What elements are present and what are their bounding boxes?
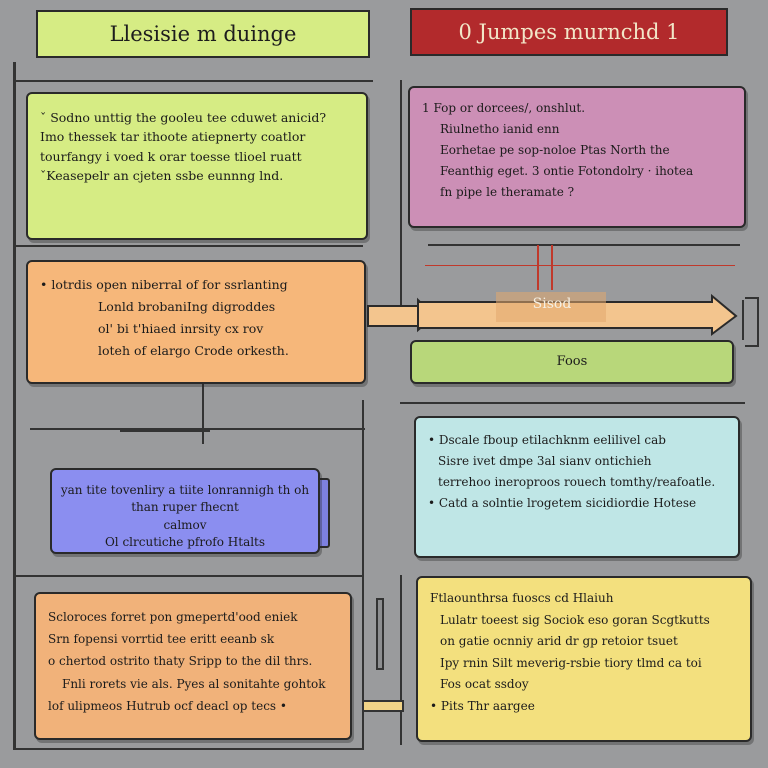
yellow-line-1: Ftlaounthrsa fuoscs cd Hlaiuh bbox=[430, 591, 614, 605]
magenta-line-2: Riulnetho ianid enn bbox=[440, 122, 560, 136]
yellow-line-6: • Pits Thr aargee bbox=[430, 698, 535, 713]
green-top-line-1: ˇ Sodno unttig the gooleu tee cduwet anicid? bbox=[40, 110, 327, 125]
cyan-mid-box bbox=[414, 416, 740, 558]
yellow-line-5: Fos ocat ssdoy bbox=[440, 677, 529, 692]
yellow-bottom-box bbox=[416, 576, 752, 742]
blue-line-2: than ruper fhecnt bbox=[131, 500, 239, 515]
blue-line-1: yan tite tovenliry a tiite lonrannigh th oh bbox=[60, 483, 310, 497]
orange-line-1: • lotrdis open niberral of for ssrlanting bbox=[40, 277, 288, 292]
blue-line-3: calmov bbox=[163, 517, 207, 532]
peach-line-1: Scloroces forret pon gmepertd'ood eniek bbox=[48, 610, 298, 624]
blue-line-4: Ol clrcutiche pfrofo Htalts bbox=[104, 535, 266, 550]
orange-line-2: Lonld brobaniIng digroddes bbox=[98, 298, 276, 314]
yellow-line-3: on gatie ocnniy arid dr gp retoior tsuet bbox=[440, 634, 678, 649]
green-small-box bbox=[410, 340, 734, 384]
peach-line-3: o chertod ostrito thaty Sripp to the dil thrs. bbox=[48, 654, 313, 669]
orange-line-3: ol' bi t'hiaed inrsity cx rov bbox=[98, 320, 264, 336]
arrow-label-text: Sisod bbox=[532, 296, 572, 312]
yellow-line-2: Lulatr toeest sig Sociok eso goran Scgtkutts bbox=[440, 612, 710, 627]
cyan-line-2: Sisre ivet dmpe 3al sianv ontichieh bbox=[438, 454, 652, 468]
bracket-right bbox=[745, 298, 758, 346]
magenta-line-5: fn pipe le theramate ? bbox=[440, 185, 575, 199]
peach-line-5: lof ulipmeos Hutrub ocf deacl op tecs • bbox=[48, 698, 287, 713]
green-top-line-2: Imo thessek tar ithoote atiepnerty coatlor bbox=[40, 129, 306, 145]
magenta-line-4: Feanthig eget. 3 ontie Fotondolry · ihotea bbox=[440, 164, 694, 178]
blue-mid-box bbox=[50, 468, 320, 554]
arrow-label bbox=[500, 296, 604, 312]
magenta-line-1: 1 Fop or dorcees/, onshlut. bbox=[422, 101, 586, 115]
orange-line-4: loteh of elargo Crode orkesth. bbox=[98, 342, 289, 358]
peach-line-2: Srn fopensi vorrtid tee eritt eeanb sk bbox=[48, 632, 275, 647]
cyan-line-3: terrehoo ineroproos rouech tomthy/reafoatle. bbox=[438, 475, 716, 489]
green-top-line-4: ˇKeasepelr an cjeten ssbe eunnng lnd. bbox=[40, 168, 284, 184]
title-right-text: 0 Jumpes murnchd 1 bbox=[458, 20, 680, 44]
peach-line-4: Fnli rorets vie als. Pyes al sonitahte gohtok bbox=[62, 676, 326, 691]
peach-bottom-box bbox=[34, 592, 352, 740]
cyan-line-1: • Dscale fboup etilachknm eelilivel cab bbox=[428, 433, 666, 447]
title-left-text: Llesisie m duinge bbox=[109, 22, 297, 46]
green-top-line-3: tourfangy i voed k orar toesse tlioel ruatt bbox=[40, 148, 302, 164]
yellow-line-4: Ipy rnin Silt meverig-rsbie tiory tlmd ca toi bbox=[440, 655, 702, 670]
green-small-text: Foos bbox=[556, 353, 588, 369]
cyan-line-4: • Catd a solntie lrogetem sicidiordie Hotese bbox=[428, 496, 697, 510]
magenta-line-3: Eorhetae pe sop-noloe Ptas North the bbox=[440, 143, 670, 157]
